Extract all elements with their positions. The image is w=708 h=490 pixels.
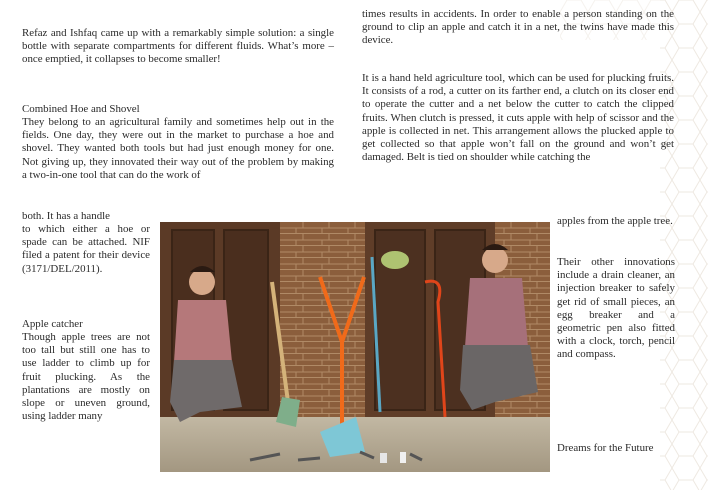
apple-catcher-paragraph: Though apple trees are not too tall but still one has to use ladder to climb up for fruit plucking. As the plantations are mostly on slope or uneven ground, using ladder many (22, 331, 150, 423)
intro-paragraph: Refaz and Ishfaq came up with a remarkably simple solution: a single bottle with separate compartments for different fluids. What’s more – once emptied, it collapses to become smaller! (22, 27, 334, 66)
heading-apple-catcher: Apple catcher (22, 318, 83, 330)
other-innovations-paragraph: Their other innovations include a drain cleaner, an injection breaker to safely get rid of small pieces, an egg breaker and a geometric pen also fitted with a clock, torch, pencil and compass. (557, 256, 675, 361)
hoe-shovel-paragraph: They belong to an agricultural family and sometimes help out in the fields. One day, they were out in the market to purchase a hoe and shovel. They wanted both tools but had just enough money for one. Not giving up, they innovated their way out of the problem by making a two-in-one tool that can do the work of (22, 116, 334, 181)
heading-combined-hoe-shovel: Combined Hoe and Shovel (22, 103, 140, 115)
hoe-shovel-paragraph-both: both. It has a handle (22, 210, 111, 222)
tool-description-paragraph: It is a hand held agriculture tool, which can be used for plucking fruits. It consists of a rod, a cutter on its farther end, a clutch on its closer end to operate the cutter and a net below the cutter to catch the clipped fruits. When clutch is pressed, it cuts apple with help of scissor and the apple is collected in net. This arrangement allows the plucked apple to get collected so that apple won’t fall on the ground and won’t get damaged. Belt is tied on shoulder while catching the (362, 72, 674, 164)
right-intro-paragraph: times results in accidents. In order to enable a person standing on the ground to clip an apple and catch it in a net, the twins have made this device. (362, 8, 674, 47)
heading-dreams-for-future: Dreams for the Future (557, 442, 654, 454)
apples-line-paragraph: apples from the apple tree. (557, 215, 673, 227)
photo-twins-with-innovations (160, 222, 550, 472)
hoe-shovel-paragraph-narrow: to which either a hoe or spade can be attached. NIF filed a patent for their device (3171/DEL/2011). (22, 223, 150, 275)
photo-illustration (160, 222, 550, 472)
